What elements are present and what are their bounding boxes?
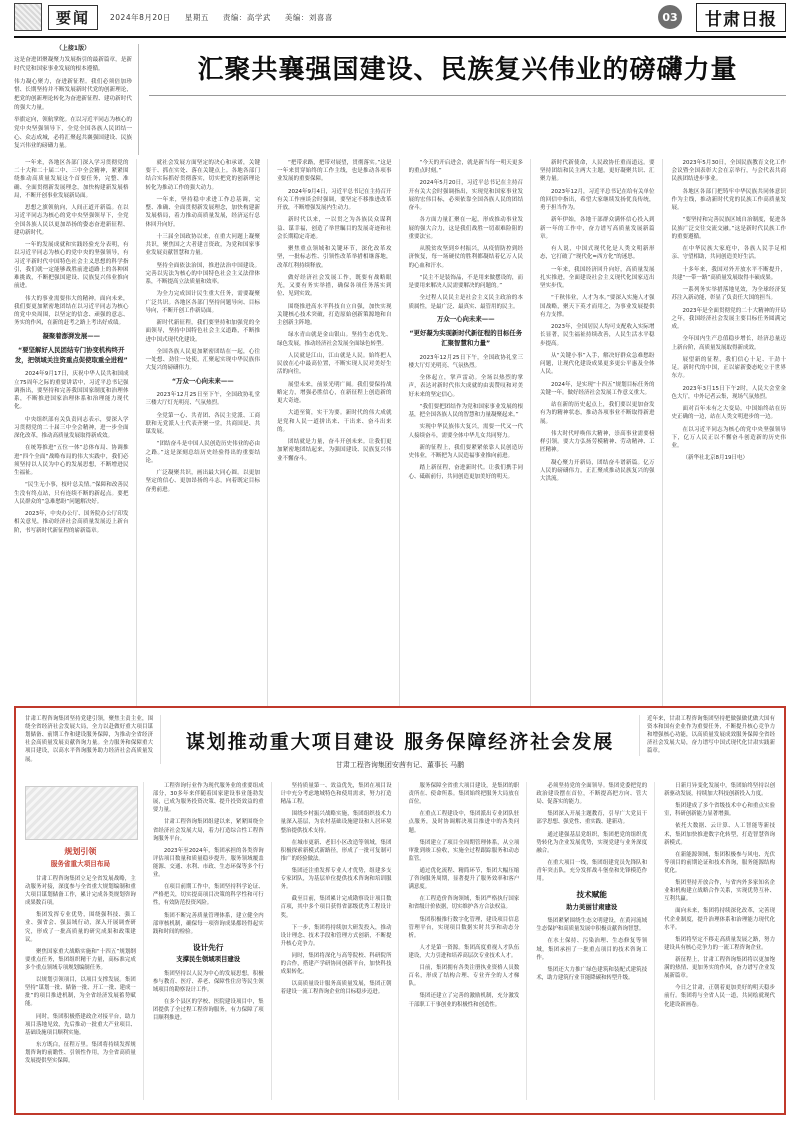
body-paragraph: 就社会发展方面坚定的决心和承诺，关键要干、抓在实处、落在关键点上。各地各部门结合实际抓好贯彻落实，切实把党的创新理论转化为推动工作的强大动力。: [145, 159, 260, 191]
issue-date: 2024年8月20日: [110, 12, 171, 22]
article-column: [146, 159, 269, 751]
body-paragraph: 在水土保持、污染治理、生态修复等领域，集团承担了一批重点项目的技术咨询工作。: [536, 938, 648, 961]
body-paragraph: “千秋伟业，人才为本。”要深入实施人才强国战略，聚天下英才而用之，为事业发展提供有力支撑。: [540, 295, 655, 318]
body-paragraph: 一系列务实举措落地见效，为全球经济复苏注入新动能，彰显了负责任大国的担当。: [671, 287, 786, 302]
body-paragraph: 2023年至2024年，集团承担的各类咨询评估项目数量和质量稳步提升，服务领域覆盖能源、交通、水利、市政、生态环保等多个行业。: [152, 847, 264, 879]
section-heading-primary: 规划引领: [64, 847, 97, 856]
body-paragraph: 十三届全国政协以来，在重大问题上凝聚共识，聚焦国之大者建言资政，为党和国家事业发展贡献智慧和力量。: [145, 233, 260, 257]
body-paragraph: “民主不是装饰品，不是用来做摆设的，而是要用来解决人民需要解决的问题的。”: [408, 274, 523, 290]
body-paragraph: 甘肃工程咨询集团组建以来，紧紧围绕全省经济社会发展大局，着力打造综合性工程咨询服务平台。: [152, 819, 264, 842]
body-paragraph: 集团还大力推广绿色建筑和装配式建筑技术，助力建筑行业节能降碳和转型升级。: [536, 966, 648, 981]
featured-title: 谋划推动重大项目建设 服务保障经济社会发展: [185, 731, 615, 753]
body-paragraph: 在工程造价咨询领域，集团严格执行国家和省级计价依据，切实维护各方合法权益。: [408, 896, 520, 911]
body-paragraph: “把带求路，把带对展望，贯彻落实。”这是一年来贯穿始终的工作主线，也是推动各项事业发展的重要保障。: [277, 159, 392, 183]
body-paragraph: 各方面力量汇聚在一起，形成推动事业发展的强大合力，这是我们战胜一切艰难险阻的重要法宝。: [408, 217, 523, 240]
body-paragraph: 集团还注重发挥专业人才优势，组建多支专家团队，为基层单位提供技术咨询和培训服务。: [280, 867, 392, 891]
body-paragraph: 大道至简，实干为要。新时代的伟大成就是党和人民一道拼出来、干出来、奋斗出来的。: [277, 410, 392, 433]
body-paragraph: “我们要把团结作为党和国家事业发展的根基，把全国各族人民的智慧和力量凝聚起来。”: [408, 403, 523, 419]
body-paragraph: 从脱贫攻坚到乡村振兴，从疫情防控到经济恢复，每一场硬仗的胜利都凝结着亿万人民的心血和汗水。: [408, 246, 523, 269]
body-paragraph: 展望未来，前景光明广阔。我们要保持战略定力，增强必胜信心，在新征程上创造新的更大奇迹。: [277, 381, 392, 405]
body-paragraph: 在统筹推进“五位一体”总体布局、协调推进“四个全面”战略布局的伟大实践中，我们必须坚持以人民为中心的发展思想，不断增进民生福祉。: [14, 445, 129, 477]
top-article-columns: [14, 159, 786, 751]
body-paragraph: 以高质量设计服务高质量发展，集团正朝着建设一流工程咨询企业的目标稳步迈进。: [280, 981, 392, 996]
article-subheading: 凝聚着澎湃发展——: [42, 331, 100, 340]
featured-right-note: 近年来，甘肃工程咨询集团坚持把做强做优做大国有资本和国有企业作为重要任务，不断提升核心竞争力和增强核心功能，以高质量发展成效服务保障全省经济社会发展大局，奋力谱写中国式现代化甘肃实践新篇章。: [639, 715, 775, 756]
body-paragraph: 集团将坚定不移走高质量发展之路，努力建设具有核心竞争力的一流工程咨询企业。: [664, 936, 775, 951]
section-heading-secondary: 支撑民生领域项目建设: [176, 955, 241, 964]
body-paragraph: 在以习近平同志为核心的党中央坚强领导下，亿万人民正以不懈奋斗创造新的历史伟业。: [671, 426, 786, 450]
body-paragraph: 2023年，中央办公厅、国务院办公厅印发相关意见，推动经济社会高质量发展迈上新台阶，书写新时代新征程的崭新篇章。: [14, 511, 129, 534]
body-paragraph: 全年国内生产总值稳步增长，经济总量迈上新台阶，高质量发展取得新成效。: [671, 336, 786, 351]
body-paragraph: 集团坚持以人民为中心的发展思想，积极参与教育、医疗、养老、保障性住房等民生领域项目的勘察设计工作。: [152, 970, 264, 994]
article-column: [14, 159, 137, 751]
featured-article-column: [281, 782, 400, 1100]
body-paragraph: 从“关键小事”入手，解决好群众急难愁盼问题，让现代化建设成果更多更公平惠及全体人民。: [540, 352, 655, 376]
body-paragraph: 在项目前期工作中，集团坚持科学论证、严格把关，切实提高项目决策的科学性和可行性，有效防范投资风险。: [152, 884, 264, 907]
body-paragraph: 人才是第一资源。集团高度重视人才队伍建设，大力引进和培养高层次专业技术人才。: [408, 944, 520, 959]
body-paragraph: 一年的发展成就和实践经验充分表明，有以习近平同志为核心的党中央的坚强领导，有习近平新时代中国特色社会主义思想的科学指引，我们就一定能够战胜前进道路上的各种困难挑战，不断把强国建设、民族复兴伟业推向前进。: [14, 242, 129, 290]
body-paragraph: “要坚持和完善民族区域自治制度，促进各民族广泛交往交流交融。”这是新时代民族工作的重要遵循。: [671, 217, 786, 240]
body-paragraph: 2023年是全面贯彻党的二十大精神的开局之年，我国经济社会发展主要目标任务圆满完成。: [671, 307, 786, 331]
masthead-meta: [110, 12, 333, 23]
article-column: [409, 159, 532, 751]
section-label: 要闻: [48, 5, 98, 30]
kicker-paragraph: 举旗定向，领航掌舵。在以习近平同志为核心的党中央坚强领导下，全党全国各族人民团结一心、众志成城，必将汇聚起共襄强国建设、民族复兴伟业的磅礴力量。: [14, 117, 132, 150]
body-paragraph: 广泛凝聚共识，画出最大同心圆。以更加坚定的信心、更加昂扬的斗志，向着既定目标奋勇前进。: [145, 470, 260, 493]
article-column: [540, 159, 663, 751]
body-paragraph: 在多个县区的学校、医院建设项目中，集团提供了全过程工程咨询服务，有力保障了项目顺利推进。: [152, 999, 264, 1022]
body-paragraph: 新年伊始，各地干部群众满怀信心投入到新一年的工作中，奋力谱写高质量发展新篇章。: [540, 217, 655, 240]
body-paragraph: 新时代以来，一以贯之为各族民众谋利益、谋幸福，创造了举世瞩目的发展奇迹和社会长期稳定奇迹。: [277, 217, 392, 240]
body-paragraph: 伟大时代呼唤伟大精神，崇高事业需要榜样引领。要大力弘扬劳模精神、劳动精神、工匠精神。: [540, 430, 655, 454]
kicker-paragraph: 伟力凝心聚力，奋进新征程。我们必须倍加珍惜、长期坚持并不断发展新时代党的创新理论，把党的创新理论转化为奋进新征程、建功新时代的强大力量。: [14, 78, 132, 111]
body-paragraph: 面对百年未有之大变局，中国始终站在历史正确的一边，站在人类文明进步的一边。: [671, 406, 786, 421]
body-paragraph: 甘肃工程咨询集团立足全省发展战略，主动服务对接，深度参与全省重大规划编制和重大项目谋划储备工作，累计完成各类规划咨询成果数百项。: [25, 875, 136, 907]
body-paragraph: 全国各族人民更加紧密团结在一起，心往一处想、劲往一处使，汇聚起实现中华民族伟大复兴的磅礴伟力。: [145, 348, 260, 372]
page-title: 汇聚共襄强国建设、民族复兴伟业的磅礴力量: [197, 55, 738, 85]
kicker-tag: （上接1版）: [55, 45, 91, 52]
body-paragraph: 同时，集团将深化与高等院校、科研院所的合作，搭建产学研协同创新平台，加快科技成果转化。: [280, 952, 392, 976]
body-paragraph: 工程咨询行业作为现代服务业的重要组成部分，30多年来伴随着国家建设事业蓬勃发展，已成为服务投资决策、提升投资效益的重要力量。: [152, 783, 264, 814]
body-paragraph: 集团积极推行数字化管理，建设项目信息管理平台，实现项目数据实时共享和动态分析。: [408, 916, 520, 939]
editor-label: 责编：高学武: [222, 12, 271, 22]
article-subheading: “更好凝为实现新时代新征程的目标任务汇聚智慧和力量”: [409, 329, 523, 348]
body-paragraph: 面向未来，集团将持续深化改革，完善现代企业制度，提升治理体系和治理能力现代化水平。: [664, 908, 775, 931]
masthead: [14, 0, 786, 38]
body-paragraph: 集团不断完善质量管理体系，建立健全内部审核机制，确保每一项咨询成果都经得起实践和时间的检验。: [152, 912, 264, 935]
body-paragraph: 2023年，全国居民人均可支配收入实际增长显著，民生福祉持续改善，人民生活水平稳步提高。: [540, 324, 655, 347]
body-paragraph: 做好经济社会发展工作，既要有战略眼光，又要有务实举措，确保各项任务落实到位、见到实效。: [277, 274, 392, 298]
body-paragraph: 各地区各部门把铸牢中华民族共同体意识作为主线，推动新时代党的民族工作高质量发展。: [671, 188, 786, 212]
body-paragraph: 团结就是力量，奋斗开创未来。让我们更加紧密地团结起来，为强国建设、民族复兴伟业不懈奋斗。: [277, 439, 392, 462]
lead-kicker: [14, 44, 139, 155]
section-heading-secondary: 助力美丽甘肃建设: [566, 902, 618, 911]
featured-byline: 甘肃工程咨询集团安茜有记、董事长 马鹏: [335, 761, 465, 769]
featured-title-area: [161, 715, 639, 776]
body-paragraph: 通过优化流程、精简环节，集团大幅压缩了咨询服务周期，显著提升了服务效率和客户满意度。: [408, 867, 520, 891]
paper-name: 甘肃日报: [696, 3, 786, 32]
body-paragraph: 新时代新征程，我们要坚持和加强党的全面领导，坚持中国特色社会主义道路，不断推进中国式现代化建设。: [145, 320, 260, 343]
body-paragraph: 2023年3月15日下午2时，人民大会堂金色大厅，中外记者云集，现场气氛热烈。: [671, 385, 786, 400]
body-paragraph: 日新月异变化发展中，集团始终坚持以创新驱动发展，持续加大科技创新投入力度。: [664, 783, 775, 798]
body-paragraph: 一年来，我国经济回升向好，高质量发展扎实推进，全面建设社会主义现代化国家迈出坚实步伐。: [540, 266, 655, 290]
body-paragraph: 集团还建立了完善的激励机制，充分激发干部职工干事创业的积极性和创造性。: [408, 993, 520, 1008]
body-paragraph: 在新能源领域，集团积极参与风电、光伏等项目的前期论证和技术咨询，服务能源结构优化。: [664, 851, 775, 874]
body-paragraph: 东方既白，征程万里。集团将持续发挥规划咨询的前瞻性、引领性作用，为全省高质量发展提供坚实保障。: [25, 1041, 136, 1065]
proofreader-label: 美编：刘喜喜: [284, 12, 333, 22]
featured-article-column: [153, 782, 272, 1100]
body-paragraph: 在重点工程建设中，集团派出专业团队驻点服务，及时协调解决项目推进中的各类问题。: [408, 811, 520, 834]
article-column: [672, 159, 787, 751]
body-paragraph: 集团紧紧围绕生态文明建设，在黄河流域生态保护和高质量发展中积极贡献咨询智慧。: [536, 918, 648, 933]
article-subheading: “要坚解好人民团结专门协变机构终开发，把领域关注资重点促使取重全进程”: [14, 346, 128, 364]
body-paragraph: 2023年12月25日下午，全国政协礼堂三楼大厅灯光明亮、气氛热烈。: [408, 354, 523, 369]
body-paragraph: 集团建成了多个省级技术中心和重点实验室，科研创新能力显著增强。: [664, 803, 775, 818]
body-paragraph: 思想之旗领航向，人间正道开新篇。在以习近平同志为核心的党中央坚强领导下，全党全国各族人民以更加昂扬的姿态奋进新征程、建功新时代。: [14, 205, 129, 236]
body-paragraph: 全过程人民民主是社会主义民主政治的本质属性，是最广泛、最真实、最管用的民主。: [408, 295, 523, 310]
body-paragraph: 2024年9月17日，庆祝中华人民共和国成立75周年之际的重要讲话中，习近平总书记强调指出，要坚持和完善我国国家制度和治理体系，不断推进国家治理体系和治理能力现代化。: [14, 371, 129, 411]
body-paragraph: 凝心聚力开新局，团结奋斗谱新篇。亿万人民的磅礴伟力，正汇聚成推动民族复兴的强大洪流。: [540, 459, 655, 483]
body-paragraph: 坚持质量第一、效益优先，集团在项目设计中充分考虑地域特色和使用需求，努力打造精品工程。: [280, 783, 392, 806]
body-paragraph: 集团深入开展主题教育，引导广大党员干部学思想、强党性、重实践、建新功。: [536, 811, 648, 826]
body-paragraph: 绿水青山就是金山银山。坚持生态优先、绿色发展，推动经济社会发展全面绿色转型。: [277, 332, 392, 347]
body-paragraph: 新时代新使命，人民政协任重而道远。要坚持团结和民主两大主题，更好凝聚共识、汇聚力量。: [540, 159, 655, 183]
article-photo-placeholder: [25, 786, 138, 840]
article-subheading: 万众一心向未来——: [436, 314, 495, 323]
lead-block: [14, 44, 786, 155]
body-paragraph: 实现中华民族伟大复兴，需要一代又一代人接续奋斗，需要全体中华儿女共同努力。: [408, 424, 523, 439]
body-paragraph: 依托大数据、云计算、人工智能等新技术，集团加快推进数字化转型，打造智慧咨询新模式。: [664, 823, 775, 846]
body-paragraph: 十多年来，我国对外开放水平不断提升，共建“一带一路”高质量发展取得丰硕成果。: [671, 266, 786, 281]
featured-article-header: [25, 715, 775, 776]
body-paragraph: 围绕推进高水平科技自立自强，加快实现关键核心技术突破，打造原始创新策源地和自主创新主阵地。: [277, 303, 392, 327]
body-paragraph: 为全力完成国计民生重大任务，需要凝聚广泛共识。各地区各部门坚持问题导向、目标导向，不断开创工作新局面。: [145, 291, 260, 314]
body-paragraph: 2024年5月20日，习近平总书记在主持召开有关大会时强调指出，实现党和国家事业发展的宏伟目标，必须依靠全国各族人民的团结奋斗。: [408, 180, 523, 212]
body-paragraph: 新的征程上，我们要紧紧依靠人民创造历史伟业，不断把为人民造福事业推向前进。: [408, 444, 523, 460]
section-heading-primary: 设计先行: [193, 942, 224, 952]
body-paragraph: 下一步，集团将持续加大研发投入，推动设计理念、技术手段和管理方式创新，不断提升核心竞争力。: [280, 924, 392, 947]
body-paragraph: 2023年5月30日，全国民族教育文化工作会议暨全国表彰大会在京举行，与会代表共商民族团结进步事业。: [671, 159, 786, 183]
body-paragraph: “今天的开启进会，就是新当每一明天更多的重点时刻。”: [408, 159, 523, 175]
body-paragraph: 聚焦国家重大战略实施和“十四五”规划纲要重点任务，集团组织精干力量，高标准完成多个重点领域专项规划编制任务。: [25, 948, 136, 971]
body-paragraph: 通过建强基层党组织，集团把党的组织优势转化为企业发展优势，实现党建与业务深度融合。: [536, 831, 648, 854]
body-paragraph: 全党第一心、共青团、各民主党派、工商联和无党派人士代表齐聚一堂，共商国是、共谋发展。: [145, 412, 260, 436]
body-paragraph: 集团坚持开放合作，与省内外多家知名企业和机构建立战略合作关系，实现优势互补、互利共赢。: [664, 880, 775, 903]
body-paragraph: 同时，集团积极搭建政企对接平台，助力项目落地见效，先后推动一批重大产业项目、基础设施项目顺利实施。: [25, 1013, 136, 1036]
body-paragraph: “民生无小事，枝叶总关情。”保障和改善民生没有终点站，只有连续不断的新起点。要把人民群众的“急难愁盼”问题解决好。: [14, 482, 129, 505]
body-paragraph: 中央组织部有关负责同志表示，要深入学习贯彻党的二十届三中全会精神，进一步全面深化改革，推动高质量发展取得新成效。: [14, 416, 129, 440]
featured-article-column: [408, 782, 527, 1100]
article-subheading: “万众一心向未来——: [171, 376, 234, 385]
body-paragraph: 有人说，中国式现代化是人类文明新形态，它打破了“现代化=西方化”的迷思。: [540, 246, 655, 261]
body-paragraph: 以规划引领项目，以项目支撑发展。集团坚持“谋划一批、储备一批、开工一批、建成一批”的项目推进机制，为全省经济发展蓄势赋能。: [25, 977, 136, 1008]
body-paragraph: 2023年12月25日至下午，全国政协礼堂三楼大厅灯光明亮、气氛热烈。: [145, 392, 260, 407]
body-paragraph: 围绕乡村振兴战略实施，集团组织技术力量深入基层，为农村基础设施建设和人居环境整治提供技术支持。: [280, 811, 392, 834]
body-paragraph: 聚焦重点领域和关键环节，深化改革攻坚，一批标志性、引领性改革举措相继落地，改革红利持续释放。: [277, 246, 392, 269]
featured-article-column: [25, 782, 144, 1100]
body-paragraph: 一年来，坚持稳中求进工作总基调，完整、准确、全面贯彻新发展理念，加快构建新发展格局，着力推动高质量发展，经济运行总体回升向好。: [145, 196, 260, 228]
page-number-badge: 03: [658, 5, 682, 29]
body-paragraph: 站在新的历史起点上，我们要以更加奋发有为的精神状态，推动各项事业不断取得新进展。: [540, 402, 655, 425]
divider: [149, 95, 786, 96]
lead-main: [139, 44, 786, 155]
section-heading-primary: 技术赋能: [576, 890, 607, 900]
body-paragraph: 目前，集团拥有各类注册执业资格人员数百名，形成了结构合理、专业齐全的人才梯队。: [408, 965, 520, 988]
newspaper-seal-icon: [14, 3, 42, 31]
body-paragraph: 踏上新征程，奋进新时代。让我们携手同心、砥砺前行，共同创造更加美好的明天。: [408, 465, 523, 480]
kicker-paragraph: 这是奋进团聚凝聚力发展指引的最新篇章，是新时代党和国家事业发展的根本遵循。: [14, 57, 132, 72]
featured-article-column: [664, 782, 775, 1100]
body-paragraph: 全体起立，掌声雷动。全场以热烈的掌声，表达对新时代伟大成就的由衷赞叹和对美好未来的坚定信心。: [408, 375, 523, 398]
body-paragraph: 2024年，是实现“十四五”规划目标任务的关键一年。做好经济社会发展工作意义重大。: [540, 381, 655, 396]
body-paragraph: 坚持全面依法治国，推进法治中国建设。完善以宪法为核心的中国特色社会主义法律体系，不断提高立法质量和效率。: [145, 262, 260, 286]
body-paragraph: 集团建立了项目全周期管理体系，从立项审批到竣工验收，实施全过程跟踪服务和动态监管。: [408, 839, 520, 862]
section-heading-secondary: 服务省重大项目布局: [50, 860, 111, 868]
article-column: [277, 159, 400, 751]
body-paragraph: 人民就是江山，江山就是人民。始终把人民放在心中最高位置，不断实现人民对美好生活的向往。: [277, 352, 392, 376]
body-paragraph: 2024年9月4日，习近平总书记在主持召开有关工作座谈会时强调，要坚定不移推进改革开放，不断增强发展内生动力。: [277, 188, 392, 212]
featured-article-column: [536, 782, 655, 1100]
body-paragraph: 集团发挥专业优势，围绕强科技、强工业、强省会、强县域行动，深入开展调查研究，形成了一批高质量的研究成果和政策建议。: [25, 912, 136, 943]
body-paragraph: 在重大项目一线，集团组建党员先锋队和青年突击队，充分发挥战斗堡垒和先锋模范作用。: [536, 859, 648, 883]
featured-article-box: [14, 706, 786, 1115]
body-paragraph: 2023年12月，习近平总书记在给有关单位的回信中指出，希望大家继续发扬优良传统，勇于担当作为。: [540, 188, 655, 212]
body-paragraph: 新征程上，甘肃工程咨询集团将以更加饱满的热情、更加务实的作风，奋力谱写企业发展新篇章。: [664, 956, 775, 980]
featured-article-columns: [25, 782, 775, 1100]
body-paragraph: 在中华民族大家庭中，各族人民手足相亲、守望相助，共同创造美好生活。: [671, 246, 786, 261]
body-paragraph: 一年来，各地区各部门深入学习贯彻党的二十大和二十届二中、三中全会精神，紧紧围绕推动高质量发展这个首要任务，完整、准确、全面贯彻新发展理念，加快构建新发展格局，不断开创事业发展新局面。: [14, 159, 129, 199]
body-paragraph: 今日之甘肃，正朝着更加美好的明天稳步前行。集团将与全省人民一道，共同绘就现代化建设新画卷。: [664, 985, 775, 1008]
body-paragraph: 必须坚持党的全面领导。集团党委把党的政治建设摆在首位，不断提高把方向、管大局、促落实的能力。: [536, 783, 648, 806]
body-paragraph: 服务保障全省重大项目建设，是集团的职责所在、使命所系。集团始终把服务大局放在首位。: [408, 783, 520, 806]
body-paragraph: 截至目前，集团累计完成勘察设计项目数百项，其中多个项目获得省部级优秀工程设计奖。: [280, 896, 392, 919]
body-paragraph: （新华社北京8月19日电）: [682, 455, 748, 462]
body-paragraph: 在城市更新、老旧小区改造等领域，集团积极探索新模式新路径，形成了一批可复制可推广的经验做法。: [280, 839, 392, 862]
featured-left-note: 甘肃工程咨询集团坚持党建引领，聚焦主责主业，围绕全省经济社会发展大局，全力以赴做好重大项目谋划储备、前期工作和建设服务保障，为推动全省经济社会高质量发展贡献咨询力量。全力服务和保障重大项目建设，以高水平咨询服务助力经济社会高质量发展。: [25, 715, 161, 764]
body-paragraph: 展望新的征程，我们信心十足、干劲十足。新时代的中国，正以崭新姿态屹立于世界东方。: [671, 356, 786, 380]
body-paragraph: 伟大的事业需要伟大的精神。面向未来，我们要更加紧密地团结在以习近平同志为核心的党中央周围，以坚定的信念、顽强的意志、务实的作风，在新的赶考之路上考出好成绩。: [14, 295, 129, 327]
issue-weekday: 星期五: [184, 12, 209, 22]
body-paragraph: “团结奋斗是中国人民创造历史伟业的必由之路。”这是深刻总结历史经验得出的重要结论。: [145, 441, 260, 464]
